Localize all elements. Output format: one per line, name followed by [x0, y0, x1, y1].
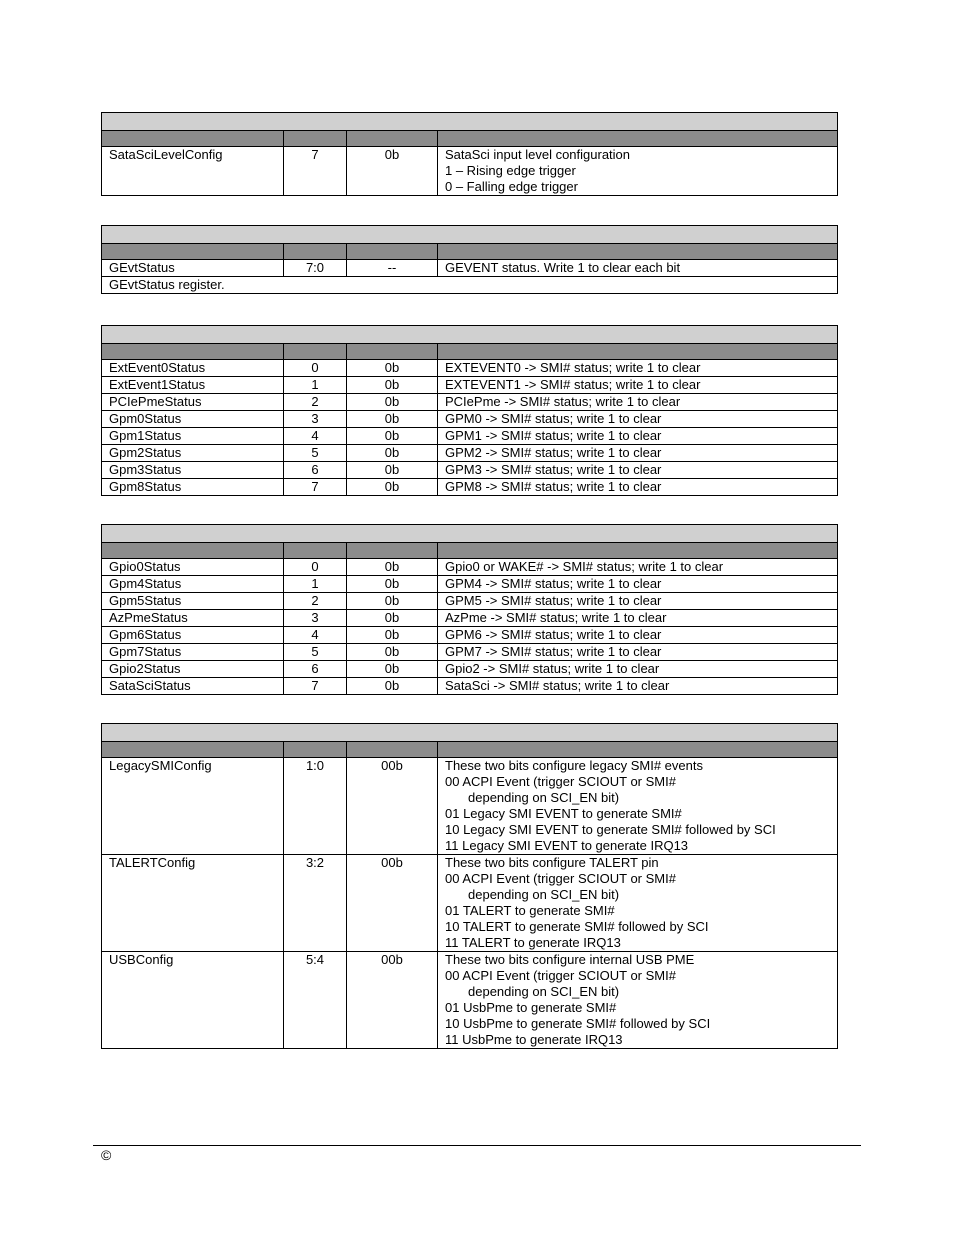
default-value: 00b	[347, 758, 438, 855]
register-table-smi-status-0	[101, 325, 838, 496]
field-name: Gpm2Status	[102, 445, 284, 462]
bits: 0	[284, 559, 347, 576]
description: AzPme -> SMI# status; write 1 to clear	[438, 610, 838, 627]
bits: 3	[284, 610, 347, 627]
table-row	[102, 627, 838, 644]
description: GEVENT status. Write 1 to clear each bit	[438, 260, 838, 277]
field-name: Gpm6Status	[102, 627, 284, 644]
description: PCIePme -> SMI# status; write 1 to clear	[438, 394, 838, 411]
field-name: Gpm4Status	[102, 576, 284, 593]
bits: 1:0	[284, 758, 347, 855]
table-row	[102, 479, 838, 496]
bits: 2	[284, 593, 347, 610]
table-header-row	[102, 543, 838, 559]
field-name: Gpm7Status	[102, 644, 284, 661]
description-line: These two bits configure TALERT pin	[445, 855, 659, 870]
bits: 7	[284, 147, 347, 196]
description-line: 10 UsbPme to generate SMI# followed by SCI	[445, 1016, 711, 1031]
description: GPM4 -> SMI# status; write 1 to clear	[438, 576, 838, 593]
bits: 3	[284, 411, 347, 428]
table-row	[102, 661, 838, 678]
description: Gpio0 or WAKE# -> SMI# status; write 1 to clear	[438, 559, 838, 576]
default-value: 0b	[347, 678, 438, 695]
table-row	[102, 576, 838, 593]
description: EXTEVENT0 -> SMI# status; write 1 to clear	[438, 360, 838, 377]
bits: 2	[284, 394, 347, 411]
description: GPM1 -> SMI# status; write 1 to clear	[438, 428, 838, 445]
bits: 4	[284, 627, 347, 644]
field-name: Gpm5Status	[102, 593, 284, 610]
description	[438, 147, 838, 196]
table-row	[102, 394, 838, 411]
description-line: 1 – Rising edge trigger	[445, 163, 576, 178]
description-line: These two bits configure internal USB PME	[445, 952, 695, 967]
field-name: Gpio2Status	[102, 661, 284, 678]
description-line: These two bits configure legacy SMI# events	[445, 758, 703, 773]
table-title-bar	[102, 226, 838, 244]
table-title-bar	[102, 525, 838, 543]
register-table-smi-config	[101, 723, 838, 1049]
field-name: SataSciLevelConfig	[102, 147, 284, 196]
table-header-row	[102, 742, 838, 758]
field-name: Gpm8Status	[102, 479, 284, 496]
table-row	[102, 678, 838, 695]
description: EXTEVENT1 -> SMI# status; write 1 to clear	[438, 377, 838, 394]
bits: 0	[284, 360, 347, 377]
table-header-row	[102, 131, 838, 147]
description-line: 10 TALERT to generate SMI# followed by SCI	[445, 919, 709, 934]
bits: 4	[284, 428, 347, 445]
default-value: 0b	[347, 428, 438, 445]
description	[438, 758, 838, 855]
description-line: 11 Legacy SMI EVENT to generate IRQ13	[445, 838, 689, 853]
bits: 6	[284, 661, 347, 678]
description-line: 10 Legacy SMI EVENT to generate SMI# followed by SCI	[445, 822, 776, 837]
default-value: 00b	[347, 855, 438, 952]
description: Gpio2 -> SMI# status; write 1 to clear	[438, 661, 838, 678]
default-value: 0b	[347, 593, 438, 610]
table-row	[102, 428, 838, 445]
table-row	[102, 147, 838, 196]
description-line: 01 Legacy SMI EVENT to generate SMI#	[445, 806, 682, 821]
description-line: depending on SCI_EN bit)	[468, 790, 620, 805]
description-line: 00 ACPI Event (trigger SCIOUT or SMI#	[445, 774, 676, 789]
field-name: ExtEvent1Status	[102, 377, 284, 394]
field-name: LegacySMIConfig	[102, 758, 284, 855]
bits: 7:0	[284, 260, 347, 277]
table-note-row	[102, 277, 838, 294]
default-value: 0b	[347, 644, 438, 661]
table-title-bar	[102, 326, 838, 344]
register-table-sata-sci-level	[101, 112, 838, 196]
table-row	[102, 610, 838, 627]
field-name: SataSciStatus	[102, 678, 284, 695]
default-value: 0b	[347, 661, 438, 678]
table-row	[102, 644, 838, 661]
table-row	[102, 411, 838, 428]
table-row	[102, 445, 838, 462]
bits: 1	[284, 576, 347, 593]
bits: 7	[284, 678, 347, 695]
field-name: GEvtStatus	[102, 260, 284, 277]
table-row	[102, 758, 838, 855]
description: GPM6 -> SMI# status; write 1 to clear	[438, 627, 838, 644]
table-row	[102, 855, 838, 952]
table-row	[102, 559, 838, 576]
field-name: Gpm1Status	[102, 428, 284, 445]
field-name: ExtEvent0Status	[102, 360, 284, 377]
default-value: 0b	[347, 559, 438, 576]
field-name: TALERTConfig	[102, 855, 284, 952]
table-title-bar	[102, 724, 838, 742]
table-title-bar	[102, 113, 838, 131]
table-row	[102, 952, 838, 1049]
default-value: 0b	[347, 377, 438, 394]
description: GPM3 -> SMI# status; write 1 to clear	[438, 462, 838, 479]
field-name: USBConfig	[102, 952, 284, 1049]
table-header-row	[102, 244, 838, 260]
default-value: 0b	[347, 445, 438, 462]
field-name: Gpio0Status	[102, 559, 284, 576]
bits: 5:4	[284, 952, 347, 1049]
field-name: Gpm0Status	[102, 411, 284, 428]
table-row	[102, 462, 838, 479]
bits: 7	[284, 479, 347, 496]
description	[438, 855, 838, 952]
default-value: 0b	[347, 610, 438, 627]
description: GPM2 -> SMI# status; write 1 to clear	[438, 445, 838, 462]
description-line: SataSci input level configuration	[445, 147, 631, 162]
footer-divider	[93, 1145, 861, 1146]
description-line: 11 TALERT to generate IRQ13	[445, 935, 621, 950]
bits: 6	[284, 462, 347, 479]
description	[438, 952, 838, 1049]
table-row	[102, 360, 838, 377]
default-value: 0b	[347, 576, 438, 593]
field-name: AzPmeStatus	[102, 610, 284, 627]
field-name: PCIePmeStatus	[102, 394, 284, 411]
description-line: 01 UsbPme to generate SMI#	[445, 1000, 617, 1015]
description-line: 00 ACPI Event (trigger SCIOUT or SMI#	[445, 871, 676, 886]
default-value: 0b	[347, 627, 438, 644]
default-value: --	[347, 260, 438, 277]
copyright-symbol: ©	[101, 1147, 112, 1163]
field-name: Gpm3Status	[102, 462, 284, 479]
description-line: 0 – Falling edge trigger	[445, 179, 578, 194]
table-header-row	[102, 344, 838, 360]
register-table-smi-status-1	[101, 524, 838, 695]
default-value: 00b	[347, 952, 438, 1049]
description: GPM8 -> SMI# status; write 1 to clear	[438, 479, 838, 496]
description: GPM5 -> SMI# status; write 1 to clear	[438, 593, 838, 610]
bits: 3:2	[284, 855, 347, 952]
bits: 1	[284, 377, 347, 394]
register-table-gevt-status	[101, 225, 838, 294]
description-line: 11 UsbPme to generate IRQ13	[445, 1032, 623, 1047]
bits: 5	[284, 445, 347, 462]
description: SataSci -> SMI# status; write 1 to clear	[438, 678, 838, 695]
default-value: 0b	[347, 462, 438, 479]
default-value: 0b	[347, 147, 438, 196]
default-value: 0b	[347, 394, 438, 411]
description-line: depending on SCI_EN bit)	[468, 984, 620, 999]
bits: 5	[284, 644, 347, 661]
default-value: 0b	[347, 479, 438, 496]
table-row	[102, 377, 838, 394]
description-line: 01 TALERT to generate SMI#	[445, 903, 615, 918]
table-row	[102, 260, 838, 277]
description-line: 00 ACPI Event (trigger SCIOUT or SMI#	[445, 968, 676, 983]
description: GPM7 -> SMI# status; write 1 to clear	[438, 644, 838, 661]
default-value: 0b	[347, 360, 438, 377]
description-line: depending on SCI_EN bit)	[468, 887, 620, 902]
register-note: GEvtStatus register.	[102, 277, 838, 294]
default-value: 0b	[347, 411, 438, 428]
description: GPM0 -> SMI# status; write 1 to clear	[438, 411, 838, 428]
table-row	[102, 593, 838, 610]
